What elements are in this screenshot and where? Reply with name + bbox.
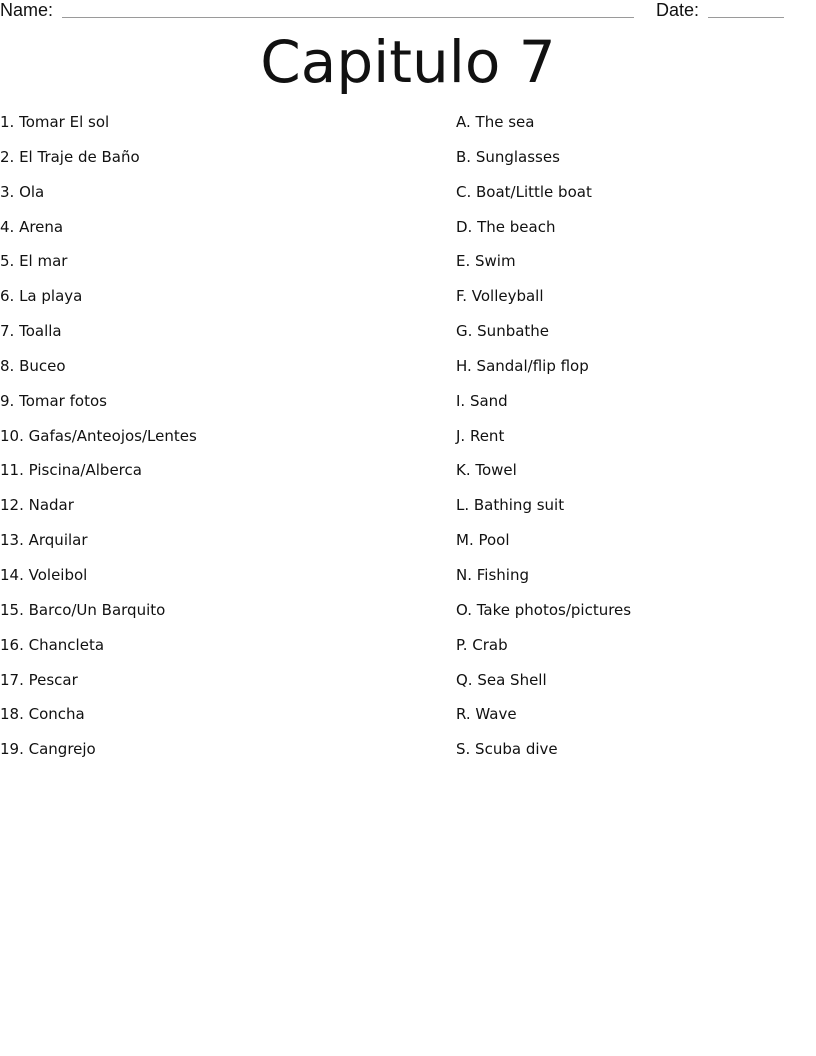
term-item: 13. Arquilar	[0, 531, 88, 550]
name-blank-line	[62, 17, 634, 18]
definition-item: J. Rent	[456, 426, 505, 445]
term-item: 7. Toalla	[0, 322, 62, 341]
terms-list	[0, 112, 197, 774]
term-item: 2. El Traje de Baño	[0, 147, 140, 166]
term-item: 16. Chancleta	[0, 635, 105, 654]
term-item: 9. Tomar fotos	[0, 391, 107, 410]
definition-item: Q. Sea Shell	[456, 670, 547, 689]
term-item: 14. Voleibol	[0, 565, 88, 584]
definition-item: P. Crab	[456, 635, 508, 654]
page-title: Capitulo 7	[260, 28, 556, 96]
definition-item: D. The beach	[456, 217, 556, 236]
definition-item: F. Volleyball	[456, 287, 544, 306]
term-item: 4. Arena	[0, 217, 64, 236]
definition-item: K. Towel	[456, 461, 517, 480]
definition-item: B. Sunglasses	[456, 147, 560, 166]
definition-item: A. The sea	[456, 113, 535, 131]
worksheet-header	[0, 0, 816, 24]
definition-item: N. Fishing	[456, 565, 529, 584]
definition-item: S. Scuba dive	[456, 740, 558, 759]
term-item: 3. Ola	[0, 182, 45, 201]
definition-item: G. Sunbathe	[456, 322, 550, 341]
definitions-list	[456, 112, 631, 774]
term-item: 12. Nadar	[0, 496, 74, 515]
term-item: 1. Tomar El sol	[0, 113, 110, 131]
term-item: 8. Buceo	[0, 356, 66, 375]
definition-item: M. Pool	[456, 531, 510, 550]
term-item: 11. Piscina/Alberca	[0, 461, 142, 480]
definition-item: H. Sandal/flip flop	[456, 356, 589, 375]
definition-item: L. Bathing suit	[456, 496, 565, 515]
definition-item: C. Boat/Little boat	[456, 182, 592, 201]
date-blank-line	[708, 17, 784, 18]
term-item: 10. Gafas/Anteojos/Lentes	[0, 426, 197, 445]
term-item: 18. Concha	[0, 705, 85, 724]
term-item: 5. El mar	[0, 252, 68, 271]
name-label: Name:	[0, 0, 54, 20]
definition-item: R. Wave	[456, 705, 517, 724]
term-item: 19. Cangrejo	[0, 740, 96, 759]
definition-item: E. Swim	[456, 252, 516, 271]
definition-item: I. Sand	[456, 391, 508, 410]
date-label: Date:	[656, 0, 700, 20]
term-item: 6. La playa	[0, 287, 83, 306]
term-item: 17. Pescar	[0, 670, 78, 689]
term-item: 15. Barco/Un Barquito	[0, 600, 166, 619]
definition-item: O. Take photos/pictures	[456, 600, 632, 619]
